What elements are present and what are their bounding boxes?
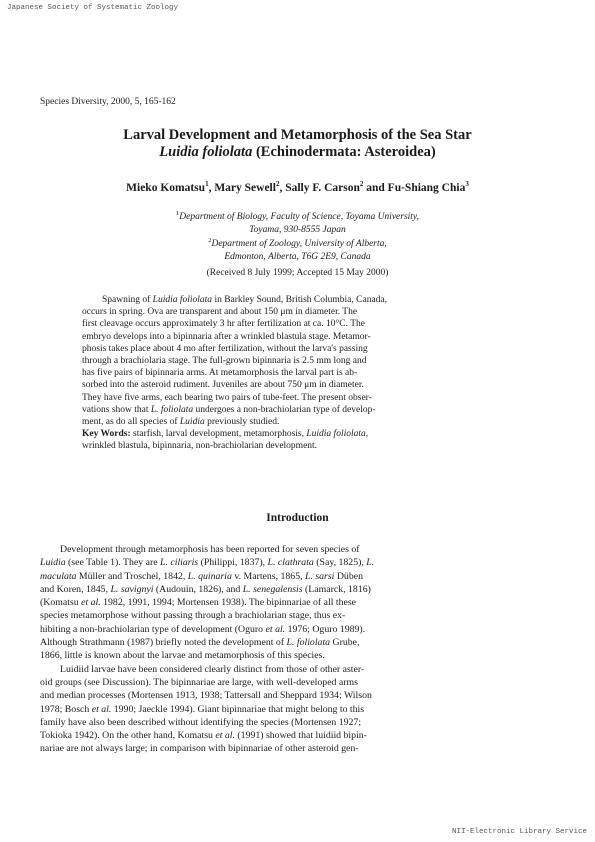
affiliation-mark: 2 (208, 237, 212, 244)
text-run: (Komatsu (40, 597, 82, 609)
abstract-line (82, 367, 510, 379)
abstract-line (82, 416, 510, 428)
text-run: first cleavage occurs approximately 3 hr after fertilization at ca. 10°C. The (82, 319, 365, 330)
body-line (40, 623, 555, 636)
author-affil-mark: 2 (275, 180, 280, 188)
abstract-line (82, 440, 510, 452)
article-title-line1: Larval Development and Metamorphosis of the Sea Star (123, 127, 472, 143)
abstract-line (82, 343, 510, 355)
text-run: occurs in spring. Ova are transparent and about 150 μm in diameter. The (82, 307, 358, 318)
body-line (40, 583, 555, 596)
author-name: Sally F. Carson (285, 181, 360, 194)
title-species-name: Luidia foliolata (159, 144, 253, 160)
text-run: through a brachiolaria stage. The full-grown bipinnaria is 2.5 mm long and (82, 355, 367, 366)
italic-text: maculata (40, 570, 77, 582)
italic-text: Luidia (179, 416, 205, 427)
text-run: wrinkled blastula, bipinnaria, non-brachiolarian development. (82, 441, 318, 452)
affiliation-2 (40, 234, 555, 264)
body-line (40, 556, 555, 569)
text-run: ment, as do all species of (82, 416, 180, 427)
text-run: phosis takes place about 4 mo after fertilization, without the larva's passing (82, 343, 368, 354)
body-line (40, 742, 555, 755)
text-run: nariae are not always large; in comparison with bipinnariae of other asteroid gen- (40, 743, 359, 755)
body-line (40, 676, 555, 689)
text-run: v. Martens, 1865, (231, 570, 305, 582)
italic-text: Luidia foliolata (152, 295, 213, 305)
body-line (40, 649, 555, 662)
abstract-line (82, 379, 510, 391)
italic-text: L. quinaria (187, 570, 232, 582)
text-run: sorbed into the asteroid rudiment. Juveniles are about 750 μm in diameter. (82, 380, 364, 391)
author-name: Mieko Komatsu (126, 181, 206, 194)
text-run: 1982, 1991, 1994; Mortensen 1938). The bipinnariae of all these (100, 597, 356, 609)
text-run: They have five arms, each bearing two pairs of tube-feet. The present obser- (82, 392, 372, 403)
text-run: (see Table 1). They are (65, 557, 161, 569)
affiliation-text: Department of Biology, Faculty of Science, Toyama University, (179, 212, 419, 223)
italic-text: L. ciliaris (160, 557, 199, 569)
italic-text: et al. (265, 623, 286, 635)
text-run: (Lamarck, 1816) (302, 583, 371, 595)
article-title-line2 (40, 144, 555, 161)
text-run: and median processes (Mortensen 1913, 1938; Tattersall and Sheppard 1934; Wilson (40, 690, 372, 702)
author-name: Mary Sewell (214, 181, 276, 194)
library-watermark: NII-Electronic Library Service (451, 828, 587, 836)
abstract-line (82, 392, 510, 404)
body-line (40, 609, 555, 622)
text-run: hibiting a non-brachiolarian type of development (Oguro (40, 623, 266, 635)
abstract-line (82, 318, 510, 330)
text-run: 1990; Jaeckle 1994). Giant bipinnariae that might belong to this (111, 703, 365, 715)
text-run: starfish, larval development, metamorphosis, (130, 429, 307, 440)
text-run: Müller and Troschel, 1842, (76, 570, 188, 582)
body-line (40, 716, 555, 729)
text-run: oid groups (see Discussion). The bipinnariae are large, with well-developed arms (40, 676, 358, 688)
text-run: Spawning of (102, 295, 153, 305)
author-affil-mark: 1 (205, 180, 209, 188)
text-run: 1866, little is known about the larvae and metamorphosis of this species. (40, 650, 325, 662)
italic-text: et al. (91, 703, 112, 715)
text-run: previously studied. (204, 416, 280, 427)
text-run: Grube, (330, 637, 360, 649)
affiliation-2-line1 (40, 234, 555, 251)
abstract (82, 294, 510, 452)
text-run: Development through metamorphosis has been reported for seven species of (60, 544, 360, 555)
text-run: 1976; Oguro 1989). (285, 623, 366, 635)
author-affil-mark: 2 (359, 180, 364, 188)
author-separator: and (363, 181, 388, 194)
text-run: species metamorphose without passing through a brachiolarian stage, thus ex- (40, 610, 346, 622)
affiliation-mark: 1 (176, 210, 180, 217)
keywords-label: Key Words: (82, 429, 131, 440)
text-run: (Philippi, 1837), (198, 557, 268, 569)
body-line (40, 596, 555, 609)
author-list (40, 180, 555, 194)
text-run: Luidiid larvae have been considered clearly distinct from those of other aster- (60, 663, 365, 675)
text-run: (Audouin, 1826), and (153, 583, 243, 595)
italic-text: L. (366, 557, 375, 569)
italic-text: Luidia (40, 557, 66, 569)
italic-text: et al. (215, 730, 235, 742)
italic-text: L. foliolata (286, 637, 331, 649)
introduction-body (40, 543, 555, 756)
text-run: Düben (334, 570, 363, 582)
text-run: Although Strathmann (1987) briefly noted the development of (40, 637, 287, 649)
body-line (40, 543, 555, 556)
title-taxon: (Echinodermata: Asteroidea) (252, 144, 436, 160)
text-run: Tokioka 1942). On the other hand, Komatsu (40, 730, 216, 742)
text-run: , (365, 429, 369, 440)
abstract-line (82, 404, 510, 416)
abstract-line (82, 294, 510, 306)
society-watermark: Japanese Society of Systematic Zoology (7, 4, 179, 12)
abstract-line (82, 355, 510, 367)
italic-text: Luidia foliolata (306, 429, 366, 440)
affiliation-1-line2: Toyama, 930-8555 Japan (249, 225, 346, 236)
text-run: vations show that (82, 404, 151, 415)
author-separator: , (208, 181, 215, 194)
italic-text: L. sarsi (305, 570, 335, 582)
text-run: family have also been described without identifying the species (Mortensen 1927; (40, 716, 362, 728)
italic-text: L. foliolata (150, 404, 194, 415)
body-line (40, 703, 555, 716)
affiliation-2-line2: Edmonton, Alberta, T6G 2E9, Canada (224, 252, 371, 263)
text-run: 1978; Bosch (40, 703, 92, 715)
italic-text: L. senegalensis (242, 583, 303, 595)
text-run: embryo develops into a bipinnaria after a wrinkled blastula stage. Metamor- (82, 331, 371, 342)
author-name: Fu-Shiang Chia (387, 181, 466, 194)
body-line (40, 636, 555, 649)
body-line (40, 570, 555, 583)
text-run: (1991) showed that luidiid bipin- (234, 730, 367, 742)
affiliation-1-line1 (40, 207, 555, 224)
italic-text: L. savignyi (110, 583, 154, 595)
body-line (40, 689, 555, 702)
abstract-line (82, 428, 510, 440)
received-dates: (Received 8 July 1999; Accepted 15 May 2000) (206, 268, 389, 278)
text-run: and Koren, 1845, (40, 583, 111, 595)
text-run: undergoes a non-brachiolarian type of develop- (193, 404, 376, 415)
abstract-line (82, 306, 510, 318)
affiliation-1 (40, 207, 555, 237)
author-separator: , (279, 181, 286, 194)
italic-text: L. clathrata (267, 557, 314, 569)
body-line (40, 663, 555, 676)
abstract-line (82, 331, 510, 343)
author-affil-mark: 3 (465, 180, 469, 188)
section-heading-introduction: Introduction (266, 512, 329, 524)
text-run: in Barkley Sound, British Columbia, Canada, (212, 295, 388, 305)
affiliation-text: Department of Zoology, University of Alberta, (211, 239, 387, 250)
text-run: has five pairs of bipinnaria arms. At metamorphosis the larval part is ab- (82, 368, 358, 379)
text-run: (Say, 1825), (313, 557, 367, 569)
journal-citation: Species Diversity, 2000, 5, 165-162 (40, 97, 176, 107)
italic-text: et al. (81, 597, 101, 609)
body-line (40, 729, 555, 742)
